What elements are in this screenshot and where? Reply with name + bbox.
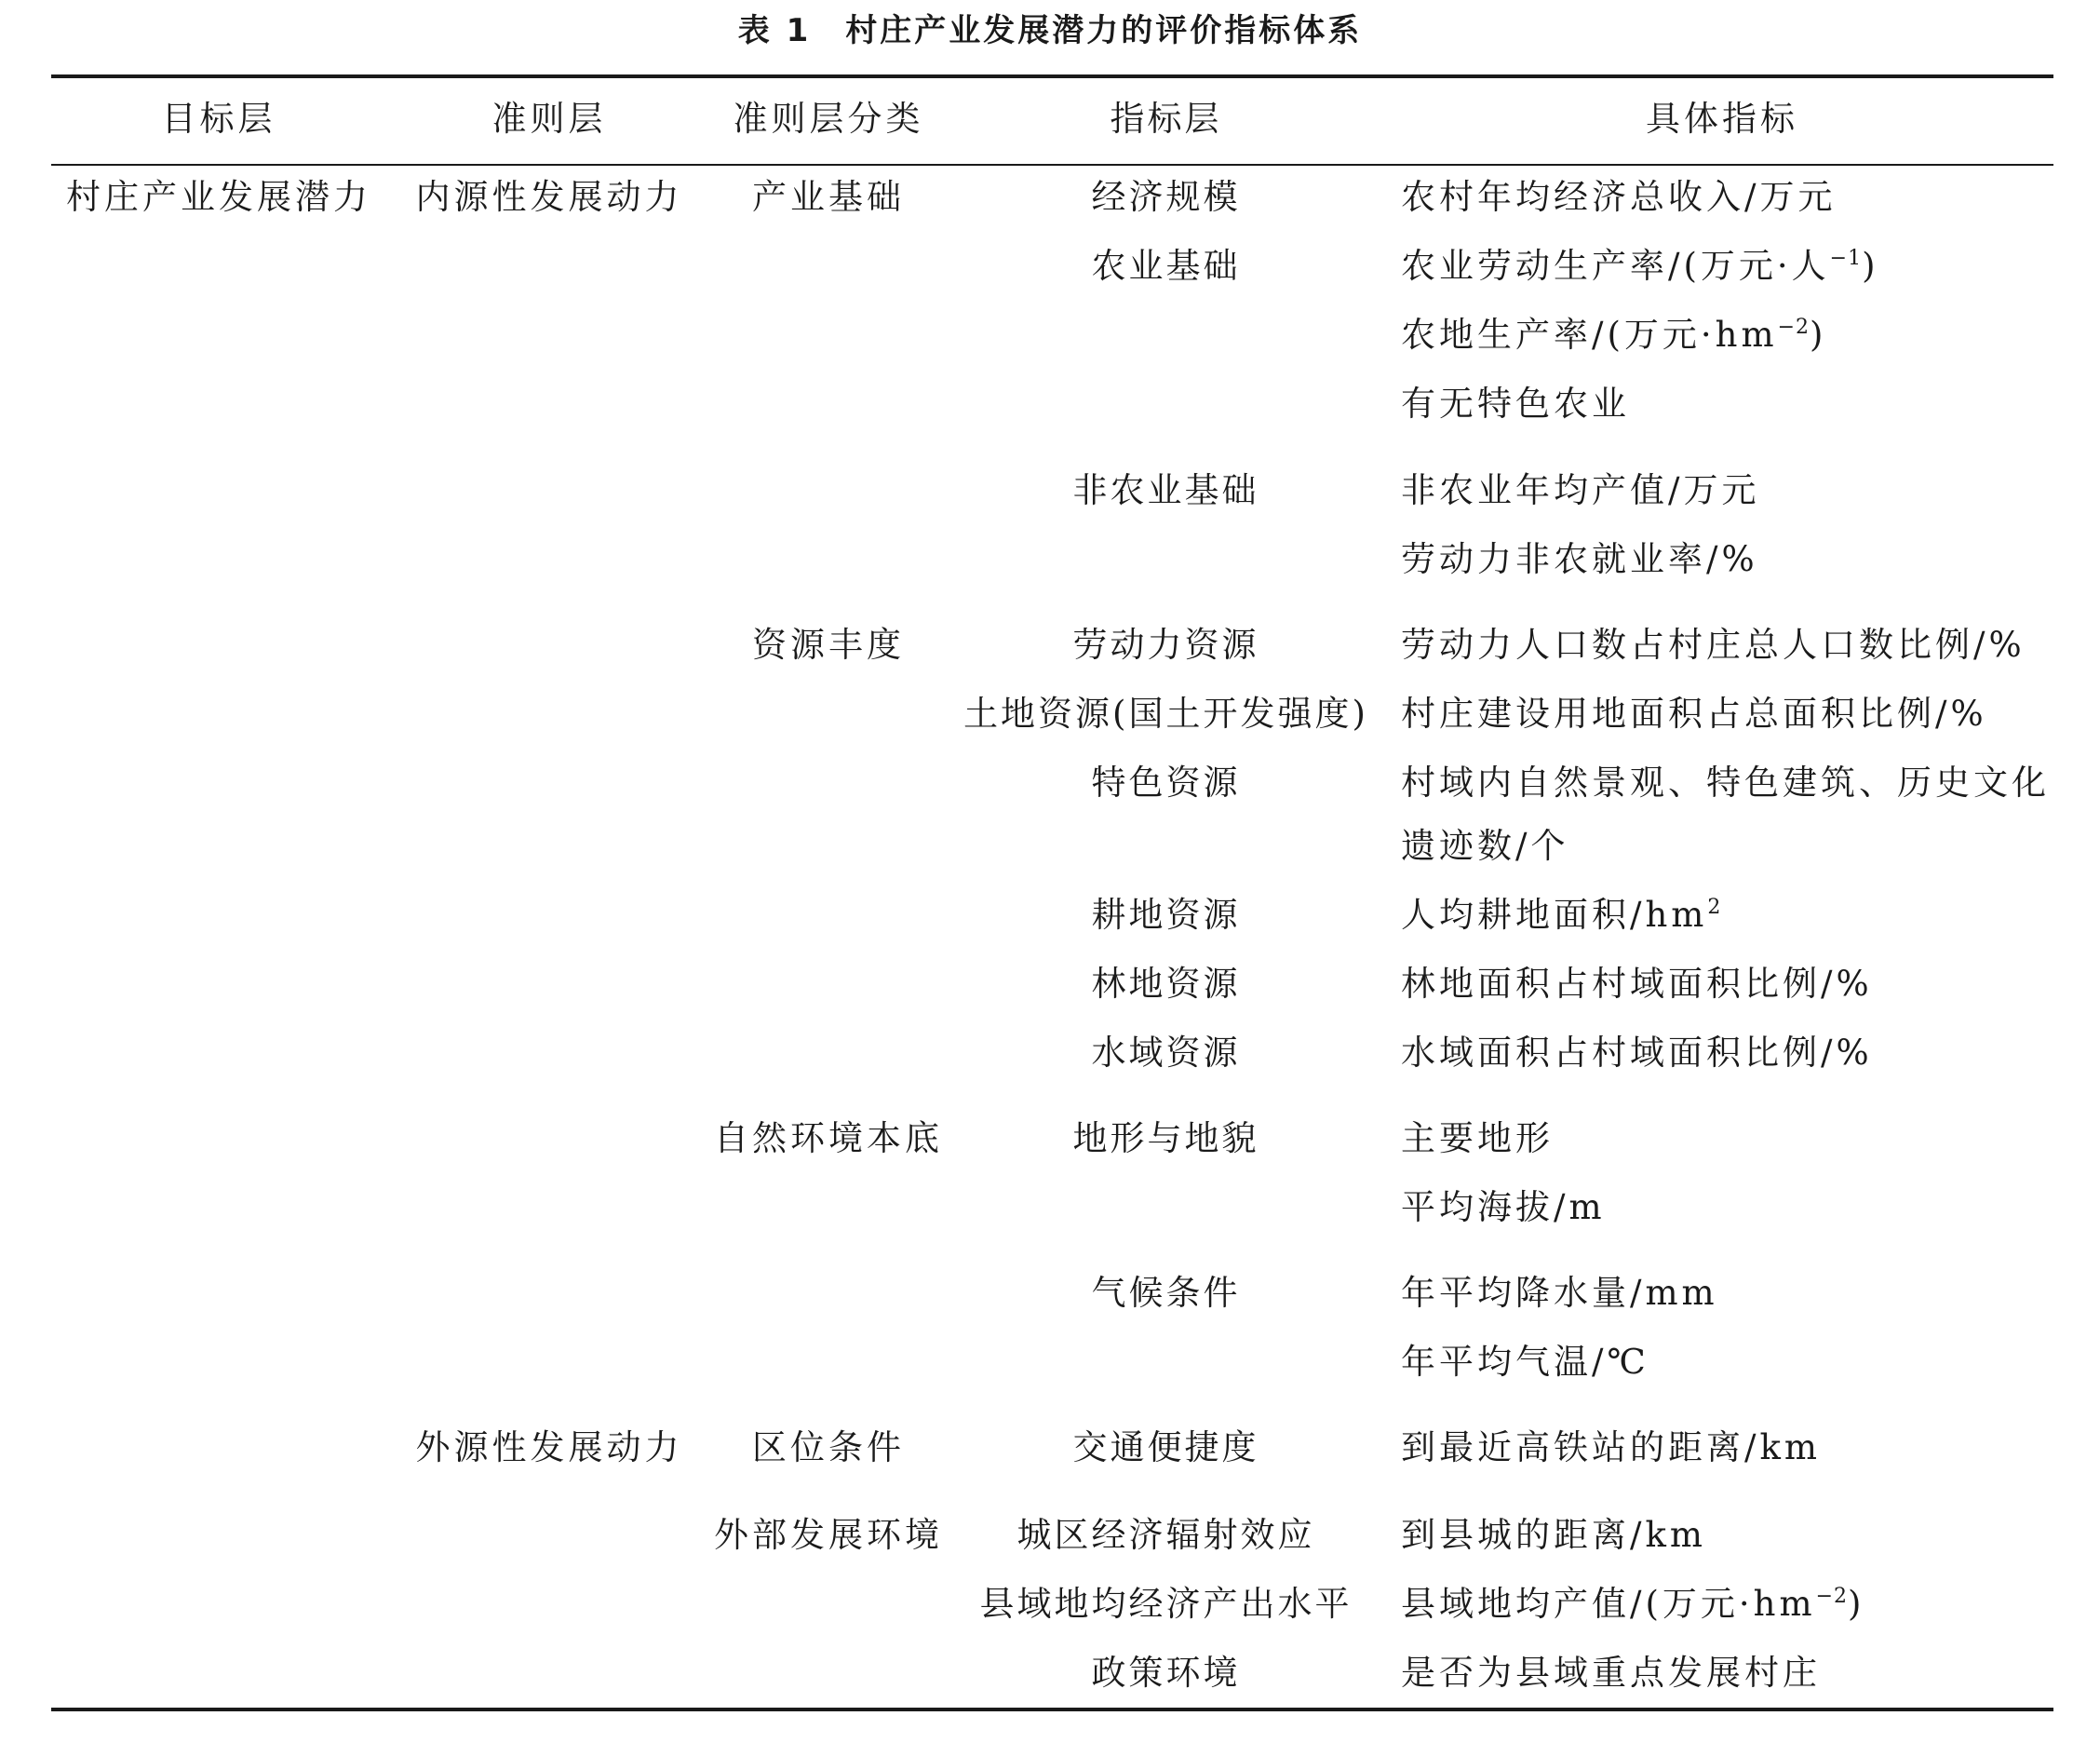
specific-indicator-cell: 到最近高铁站的距离/km xyxy=(1401,1427,1821,1467)
category-cell: 产业基础 xyxy=(752,177,905,217)
specific-indicator-cell: 林地面积占村域面积比例/% xyxy=(1401,964,1873,1004)
indicator-cell: 气候条件 xyxy=(1091,1273,1241,1313)
category-cell: 资源丰度 xyxy=(752,625,905,665)
header-specific-indicator: 具体指标 xyxy=(1646,99,1798,139)
category-cell: 区位条件 xyxy=(752,1427,905,1467)
specific-indicator-cell: 农地生产率/(万元$\cdot hm^{-2}$) xyxy=(1401,315,1827,355)
specific-indicator-cell: 有无特色农业 xyxy=(1401,384,1630,424)
criteria-cell-internal: 内源性发展动力 xyxy=(415,177,683,217)
header-rule xyxy=(51,164,2053,166)
specific-indicator-cell: 农村年均经济总收入/万元 xyxy=(1401,177,1837,217)
category-cell: 外部发展环境 xyxy=(714,1515,943,1555)
specific-indicator-cell: 是否为县域重点发展村庄 xyxy=(1401,1653,1821,1693)
bottom-rule xyxy=(51,1708,2053,1711)
specific-indicator-cell: 水域面积占村域面积比例/% xyxy=(1401,1033,1873,1073)
indicator-cell: 地形与地貌 xyxy=(1072,1118,1259,1158)
indicator-cell: 土地资源(国土开发强度) xyxy=(963,694,1368,734)
top-rule xyxy=(51,74,2053,78)
specific-indicator-cell: 主要地形 xyxy=(1401,1118,1554,1158)
indicator-cell: 耕地资源 xyxy=(1091,895,1241,935)
specific-indicator-cell: 平均海拔/m xyxy=(1401,1187,1606,1227)
indicator-cell: 林地资源 xyxy=(1091,964,1241,1004)
specific-indicator-cell: 村域内自然景观、特色建筑、历史文化 xyxy=(1401,763,2050,803)
specific-indicator-cell: 劳动力非农就业率/% xyxy=(1401,539,1758,579)
specific-indicator-cell: 人均耕地面积$/hm^2$ xyxy=(1401,895,1722,935)
specific-indicator-cell-continued: 遗迹数/个 xyxy=(1401,826,1569,866)
specific-indicator-cell: 年平均降水量/mm xyxy=(1401,1273,1718,1313)
indicator-cell: 交通便捷度 xyxy=(1072,1427,1259,1467)
specific-indicator-cell: 到县城的距离/km xyxy=(1401,1515,1706,1555)
indicator-cell: 特色资源 xyxy=(1091,763,1241,803)
indicator-cell: 劳动力资源 xyxy=(1072,625,1259,665)
indicator-cell: 经济规模 xyxy=(1091,177,1241,217)
specific-indicator-cell: 农业劳动生产率/(万元·人$^{-1}$) xyxy=(1401,246,1879,286)
goal-cell: 村庄产业发展潜力 xyxy=(66,177,371,217)
category-cell: 自然环境本底 xyxy=(714,1118,943,1158)
specific-indicator-cell: 县域地均产值/(万元$\cdot hm^{-2}$) xyxy=(1401,1584,1865,1624)
indicator-cell: 县域地均经济产出水平 xyxy=(979,1584,1353,1624)
specific-indicator-cell: 村庄建设用地面积占总面积比例/% xyxy=(1401,694,1987,734)
indicator-cell: 农业基础 xyxy=(1091,246,1241,286)
header-criteria-category: 准则层分类 xyxy=(733,99,924,139)
indicator-cell: 城区经济辐射效应 xyxy=(1016,1515,1315,1555)
indicator-cell: 非农业基础 xyxy=(1072,470,1259,510)
table-caption: 表 1 村庄产业发展潜力的评价指标体系 xyxy=(737,12,1363,49)
indicator-cell: 水域资源 xyxy=(1091,1033,1241,1073)
header-goal-layer: 目标层 xyxy=(161,99,276,139)
criteria-cell-external: 外源性发展动力 xyxy=(415,1427,683,1467)
indicator-cell: 政策环境 xyxy=(1091,1653,1241,1693)
header-indicator-layer: 指标层 xyxy=(1110,99,1222,139)
header-criteria-layer: 准则层 xyxy=(491,99,607,139)
specific-indicator-cell: 非农业年均产值/万元 xyxy=(1401,470,1760,510)
specific-indicator-cell: 年平均气温/℃ xyxy=(1401,1342,1649,1382)
specific-indicator-cell: 劳动力人口数占村庄总人口数比例/% xyxy=(1401,625,2026,665)
